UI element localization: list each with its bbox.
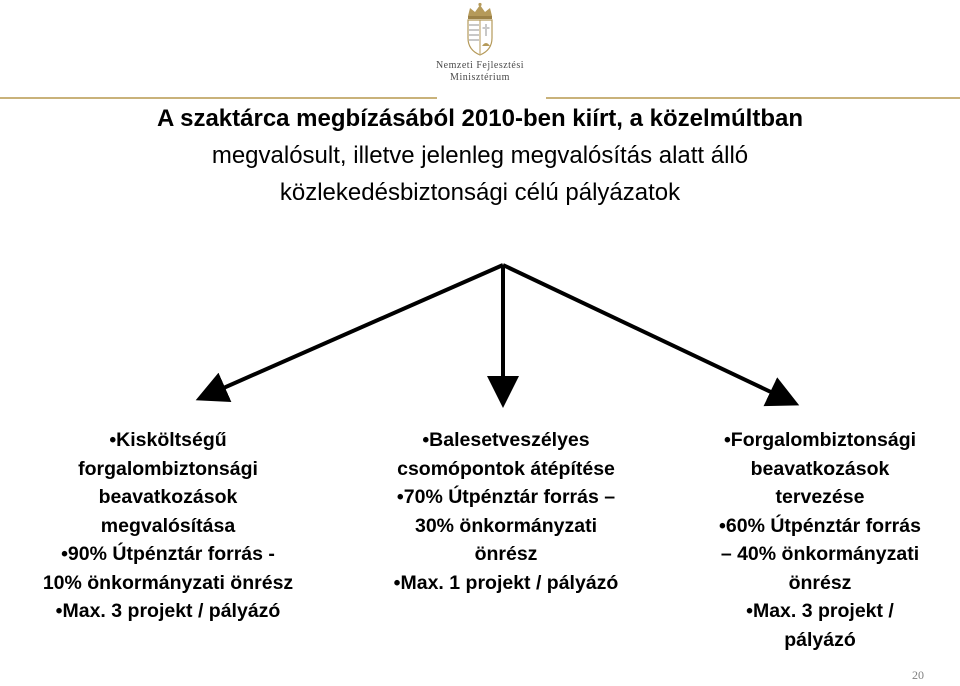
box-line: •60% Útpénztár forrás [719,514,921,537]
box-line: 30% önkormányzati [414,514,598,537]
box-line: pályázó [784,628,856,651]
title-line-3: közlekedésbiztonsági célú pályázatok [279,179,681,206]
logo-line-2: Minisztérium [450,72,510,83]
box-line: csomópontok átépítése [397,457,615,480]
box-line: beavatkozások [98,486,238,508]
page-number: 20 [912,668,924,682]
box-line: megvalósítása [100,514,236,537]
box-line: beavatkozások [750,457,890,480]
box-line: •Forgalombiztonsági [723,429,917,451]
title-line-2: megvalósult, illetve jelenleg megvalósítás alatt álló [211,142,749,169]
box-line: •Max. 3 projekt / pályázó [55,600,281,622]
arrow-left [203,265,503,397]
box-line: •Kisköltségű [109,429,227,451]
box-line: •Max. 3 projekt / [746,600,894,622]
box-line: önrész [788,571,852,594]
box-line: önrész [474,543,538,565]
box-line: forgalombiztonsági [78,457,258,480]
box-line: •Max. 1 projekt / pályázó [393,571,619,594]
box-line: •Balesetveszélyes [422,429,590,451]
logo-line-1: Nemzeti Fejlesztési [435,60,525,71]
arrow-right [503,265,792,402]
box-line: – 40% önkormányzati [720,543,920,565]
branch-box-low-cost [0,426,336,626]
box-line: •90% Útpénztár forrás - [61,543,275,565]
box-line: 10% önkormányzati önrész [42,571,294,594]
box-line: •70% Útpénztár forrás – [396,486,616,508]
branch-box-planning [680,426,960,654]
branch-box-junctions [346,426,666,597]
title-line-1: A szaktárca megbízásából 2010-ben kiírt, a közelmúltban [156,105,803,132]
box-line: tervezése [775,486,865,508]
